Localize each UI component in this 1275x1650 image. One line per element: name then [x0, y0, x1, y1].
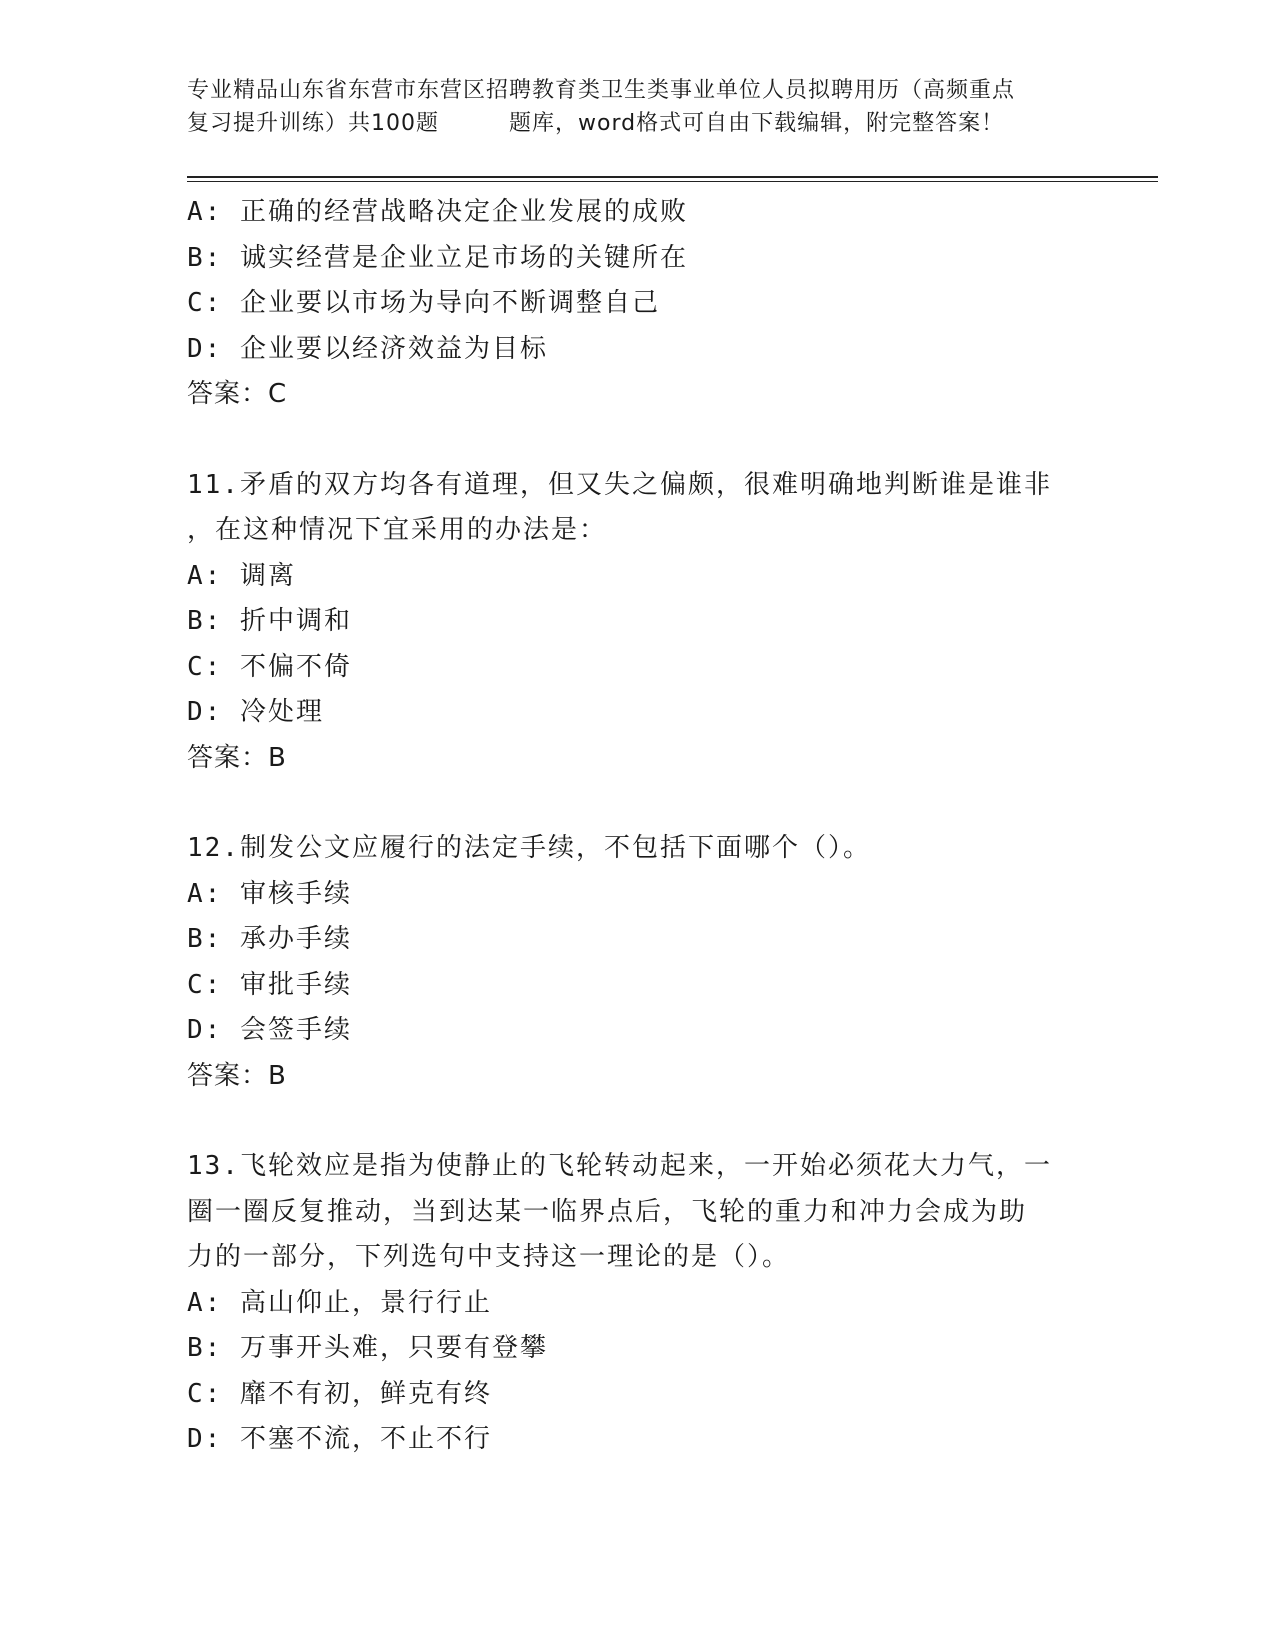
option-text: 不塞不流，不止不行: [239, 1424, 492, 1454]
option-text: 靡不有初，鲜克有终: [239, 1378, 492, 1409]
option-text: 企业要以市场为导向不断调整自己: [239, 288, 660, 318]
option-d: [187, 1417, 1087, 1463]
option-letter: D:: [187, 1424, 223, 1454]
option-a: [187, 554, 1087, 600]
option-text: 审核手续: [239, 878, 352, 909]
page-header: [187, 74, 1087, 140]
option-text: 冷处理: [239, 697, 324, 727]
option-letter: D:: [187, 1015, 223, 1045]
option-c: [187, 281, 1087, 327]
option-text: 审批手续: [239, 969, 352, 1000]
answer-line: 答案：C: [187, 379, 288, 409]
question-12: [187, 826, 1087, 1099]
option-d: [187, 690, 1087, 736]
option-letter: A:: [187, 560, 223, 591]
option-letter: B:: [187, 606, 223, 636]
option-letter: C:: [187, 1378, 223, 1409]
header-line-2a: 复习提升训练）共100题: [187, 111, 439, 136]
spacer: [187, 1099, 1087, 1144]
header-rule-thin: [187, 181, 1158, 182]
question-stem-line: 圈一圈反复推动，当到达某一临界点后，飞轮的重力和冲力会成为助: [187, 1196, 1028, 1227]
option-b: [187, 1326, 1087, 1372]
header-line-2: [187, 107, 1087, 140]
answer-line: 答案：B: [187, 1060, 287, 1091]
option-a: [187, 190, 1087, 236]
option-b: [187, 917, 1087, 963]
option-letter: A:: [187, 197, 223, 227]
question-list: [187, 190, 1087, 1463]
option-text: 万事开头难，只要有登攀: [239, 1333, 548, 1363]
option-letter: A:: [187, 1287, 223, 1318]
option-text: 高山仰止，景行行止: [239, 1287, 492, 1318]
option-text: 不偏不倚: [239, 651, 352, 682]
option-a: [187, 872, 1087, 918]
option-letter: C:: [187, 969, 223, 1000]
header-line-1: 专业精品山东省东营市东营区招聘教育类卫生类事业单位人员拟聘用历（高频重点: [187, 78, 1016, 103]
option-d: [187, 1008, 1087, 1054]
question-stem-line: ，在这种情况下宜采用的办法是：: [187, 515, 608, 545]
option-text: 企业要以经济效益为目标: [239, 333, 548, 364]
option-a: [187, 1281, 1087, 1327]
option-letter: C:: [187, 651, 223, 682]
option-b: [187, 236, 1087, 282]
option-text: 诚实经营是企业立足市场的关键所在: [239, 242, 688, 273]
option-c: [187, 1372, 1087, 1418]
spacer: [187, 781, 1087, 826]
option-text: 会签手续: [239, 1015, 352, 1045]
answer-line: 答案：B: [187, 742, 287, 773]
option-letter: D:: [187, 697, 223, 727]
question-stem-line: 13.飞轮效应是指为使静止的飞轮转动起来，一开始必须花大力气，一: [187, 1151, 1052, 1181]
header-line-2b: 题库，word格式可自由下载编辑，附完整答案！: [509, 111, 1005, 136]
header-rule-thick: [187, 176, 1158, 178]
option-letter: C:: [187, 288, 223, 318]
question-stem-line: 力的一部分，下列选句中支持这一理论的是（）。: [187, 1242, 791, 1272]
question-11: [187, 463, 1087, 782]
option-letter: D:: [187, 333, 223, 364]
option-text: 折中调和: [239, 606, 352, 636]
option-letter: B:: [187, 242, 223, 273]
question-13: [187, 1144, 1087, 1463]
question-stem-line: 11.矛盾的双方均各有道理，但又失之偏颇，很难明确地判断谁是谁非: [187, 469, 1052, 500]
option-b: [187, 599, 1087, 645]
option-letter: B:: [187, 924, 223, 954]
option-c: [187, 645, 1087, 691]
question-stem-line: 12.制发公文应履行的法定手续，不包括下面哪个（）。: [187, 833, 871, 863]
option-letter: A:: [187, 878, 223, 909]
option-letter: B:: [187, 1333, 223, 1363]
question-10-partial: [187, 190, 1087, 418]
option-text: 承办手续: [239, 924, 352, 954]
option-text: 正确的经营战略决定企业发展的成败: [239, 197, 688, 227]
option-c: [187, 963, 1087, 1009]
option-d: [187, 327, 1087, 373]
spacer: [187, 418, 1087, 463]
option-text: 调离: [239, 560, 296, 591]
